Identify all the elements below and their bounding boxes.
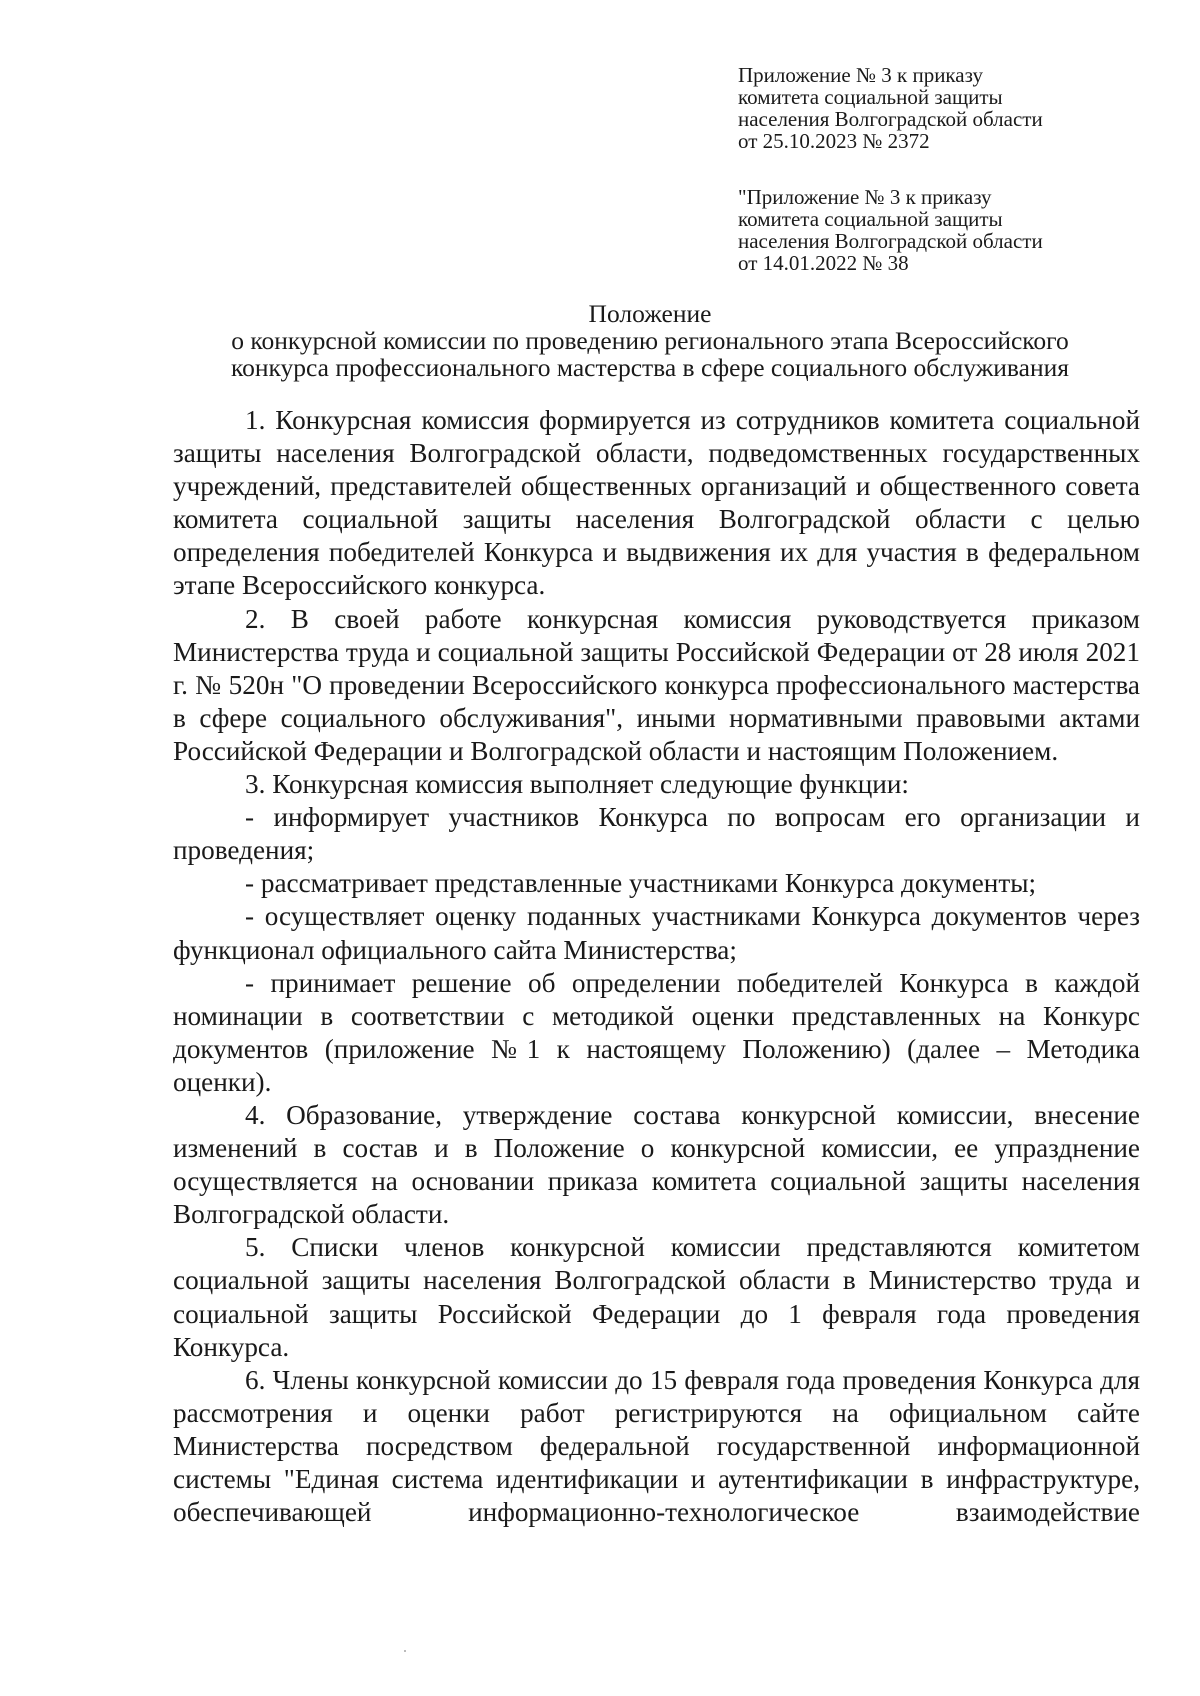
title-subject-line: о конкурсной комиссии по проведению регионального этапа Всероссийского: [231, 326, 1069, 355]
paragraph-3-item-b: - рассматривает представленные участниками Конкурса документы;: [245, 868, 1037, 899]
paragraph-1: 1. Конкурсная комиссия формируется из сотрудников комитета социальной защиты населения Волгоградской области, подведомственных государственных учреждений, представителей общественных организаций и общественного совета комитета социальной защиты населения Волгоградской области с целью определения победителей Конкурса и выдвижения их для участия в федеральном этапе Всероссийского конкурса.: [173, 405, 1140, 601]
title-subject-line: конкурса профессионального мастерства в сфере социального обслуживания: [231, 353, 1069, 382]
paragraph-3: 3. Конкурсная комиссия выполняет следующие функции:: [245, 769, 909, 800]
paragraph-6: [173, 1364, 1140, 1529]
paragraph-3-item-d: - принимает решение об определении победителей Конкурса в каждой номинации в соответствии с методикой оценки представленных на Конкурс документов (приложение №1 к настоящему Положению) (далее – Методика оценки).: [173, 967, 1140, 1097]
paragraph-4: 4. Образование, утверждение состава конкурсной комиссии, внесение изменений в состав и в Положение о конкурсной комиссии, ее упразднение осуществляется на основании приказа комитета социальной защиты населения Волгоградской области.: [173, 1099, 1140, 1230]
paragraph-3-item-c: - осуществляет оценку поданных участниками Конкурса документов через функционал официального сайта Министерства;: [173, 901, 1140, 965]
title-heading: Положение: [588, 299, 712, 328]
scan-speck: [404, 1650, 406, 1652]
document-body: [173, 404, 1140, 1529]
appendix-date-number: от 25.10.2023 № 2372: [738, 129, 930, 153]
paragraph-2: 2. В своей работе конкурсная комиссия руководствуется приказом Министерства труда и социальной защиты Российской Федерации от 28 июля 2021 г. № 520н "О проведении Всероссийского конкурса профессионального мастерства в сфере социального обслуживания", иными нормативными правовыми актами Российской Федерации и Волгоградской области и настоящим Положением.: [173, 603, 1140, 766]
document-title: [150, 300, 1150, 381]
appendix-reference-previous: [738, 186, 1158, 274]
appendix-line: Приложение № 3 к приказу: [738, 63, 983, 87]
appendix-line: "Приложение № 3 к приказу: [738, 185, 992, 209]
paragraph-5: 5. Списки членов конкурсной комиссии представляются комитетом социальной защиты населения Волгоградской области в Министерство труда и социальной защиты Российской Федерации до 1 февраля года проведения Конкурса.: [173, 1232, 1140, 1362]
appendix-date-number: от 14.01.2022 № 38: [738, 251, 909, 275]
paragraph-6-text: 6. Члены конкурсной комиссии до 15 февраля года проведения Конкурса для рассмотрения и оценки работ регистрируются на официальном сайте Министерства посредством федеральной государственной информационной системы "Единая система идентификации и аутентификации в инфраструктуре, обеспечивающей информационно-технологическое взаимодействие: [173, 1364, 1140, 1528]
appendix-line: населения Волгоградской области: [738, 107, 1043, 131]
paragraph-3-item-a: - информирует участников Конкурса по вопросам его организации и проведения;: [173, 802, 1140, 866]
appendix-line: комитета социальной защиты: [738, 207, 1003, 231]
appendix-line: населения Волгоградской области: [738, 229, 1043, 253]
appendix-line: комитета социальной защиты: [738, 85, 1003, 109]
appendix-reference-current: [738, 64, 1158, 152]
